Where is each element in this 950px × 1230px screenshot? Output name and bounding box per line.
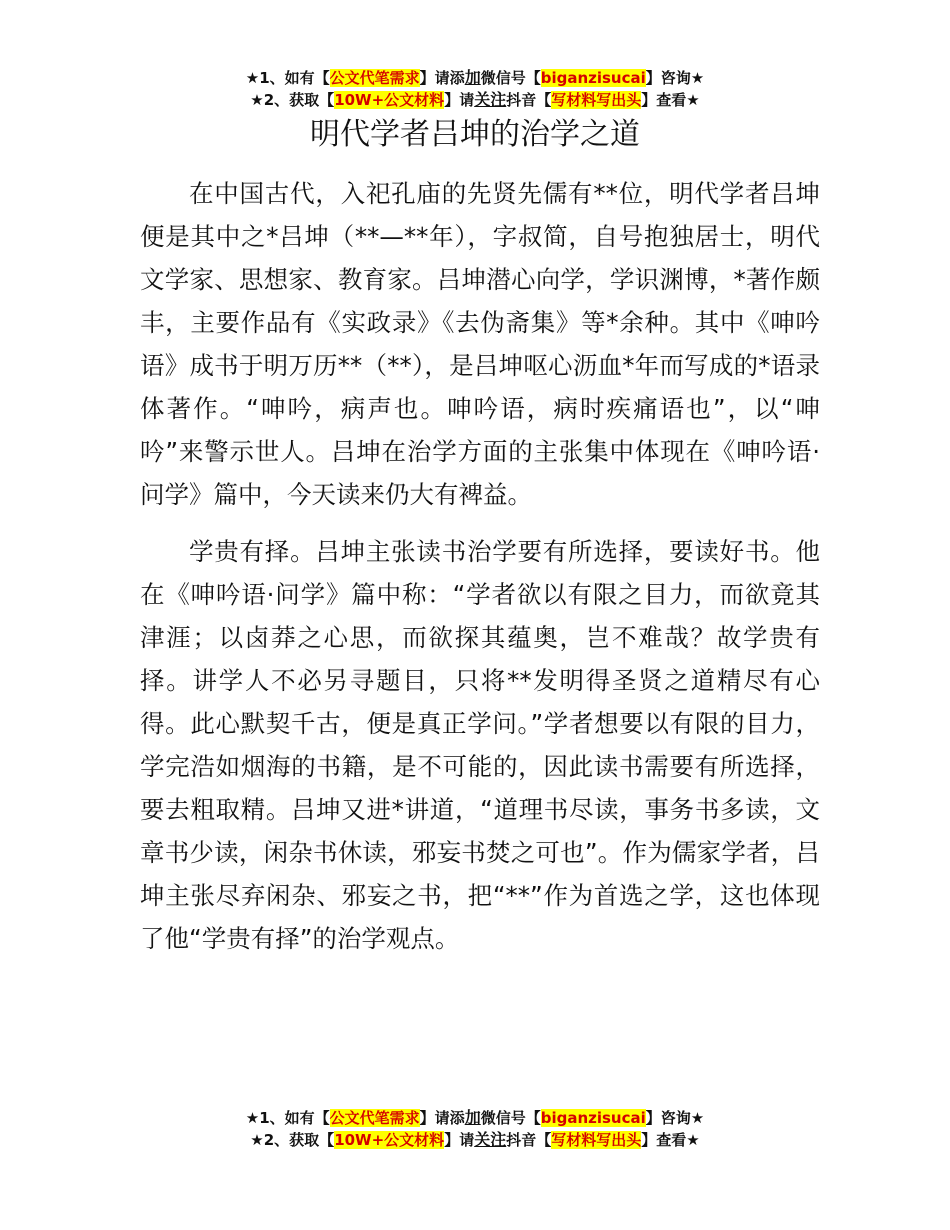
banner-text: 微信号【 <box>480 1109 541 1127</box>
header-banner <box>0 67 950 111</box>
banner-text: 】查看★ <box>641 91 700 109</box>
banner-highlight: 公文代笔需求 <box>329 69 420 87</box>
banner-highlight: 公文代笔需求 <box>329 1109 420 1127</box>
banner-text: 微信号【 <box>480 69 541 87</box>
banner-text: 抖音【 <box>506 1131 552 1149</box>
banner-highlight: 写材料写出头 <box>551 91 642 109</box>
banner-text: ★1、如有【 <box>245 1109 330 1127</box>
banner-text: ★2、获取【 <box>250 1131 335 1149</box>
banner-text: 】请添 <box>419 69 465 87</box>
banner-text: 抖音【 <box>506 91 552 109</box>
banner-highlight: 写材料写出头 <box>551 1131 642 1149</box>
banner-text: 】请 <box>444 1131 475 1149</box>
banner-text: ★2、获取【 <box>250 91 335 109</box>
banner-text: ★1、如有【 <box>245 69 330 87</box>
banner-emphasis: 加 <box>464 1108 481 1127</box>
document-title: 明代学者吕坤的治学之道 <box>310 117 640 152</box>
banner-highlight: 10W+公文材料 <box>334 1131 445 1149</box>
banner-line-1 <box>0 1107 950 1129</box>
banner-emphasis: 加 <box>464 68 481 87</box>
banner-text: 】咨询★ <box>645 69 705 87</box>
paragraph: 在中国古代，入祀孔庙的先贤先儒有**位，明代学者吕坤便是其中之*吕坤（**—**年），字叔简，自号抱独居士，明代文学家、思想家、教育家。吕坤潜心向学，学识渊博，*著作颇丰，主要作品有《实政录》《去伪斋集》等*余种。其中《呻吟语》成书于明万历**（**），是吕坤呕心沥血*年而写成的*语录体著作。“呻吟，病声也。呻吟语，病时疾痛语也”，以“呻吟”来警示世人。吕坤在治学方面的主张集中体现在《呻吟语·问学》篇中，今天读来仍大有裨益。 <box>140 179 820 509</box>
banner-highlight: biganzisucai <box>540 1109 646 1127</box>
banner-text: 】请 <box>444 91 475 109</box>
banner-highlight: 10W+公文材料 <box>334 91 445 109</box>
footer-banner <box>0 1107 950 1151</box>
banner-line-2 <box>0 1129 950 1151</box>
banner-emphasis: 关注 <box>474 90 507 109</box>
document-body <box>140 172 820 974</box>
banner-line-1 <box>0 67 950 89</box>
paragraph: 学贵有择。吕坤主张读书治学要有所选择，要读好书。他在《呻吟语·问学》篇中称：“学者欲以有限之目力，而欲竟其津涯；以卤莽之心思，而欲探其蕴奥，岂不难哉？故学贵有择。讲学人不必另寻题目，只将**发明得圣贤之道精尽有心得。此心默契千古，便是真正学问。”学者想要以有限的目力，学完浩如烟海的书籍，是不可能的，因此读书需要有所选择，要去粗取精。吕坤又进*讲道，“道理书尽读，事务书多读，文章书少读，闲杂书休读，邪妄书焚之可也”。作为儒家学者，吕坤主张尽弃闲杂、邪妄之书，把“**”作为首选之学，这也体现了他“学贵有择”的治学观点。 <box>140 537 820 953</box>
banner-highlight: biganzisucai <box>540 69 646 87</box>
banner-line-2 <box>0 89 950 111</box>
banner-text: 】咨询★ <box>645 1109 705 1127</box>
banner-text: 】请添 <box>419 1109 465 1127</box>
banner-emphasis: 关注 <box>474 1130 507 1149</box>
banner-text: 】查看★ <box>641 1131 700 1149</box>
